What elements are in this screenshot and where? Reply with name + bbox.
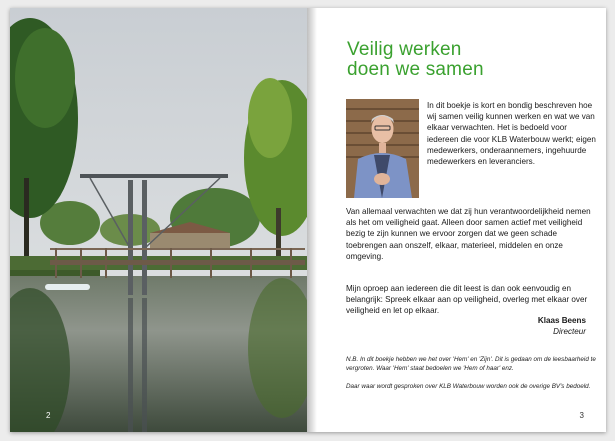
footnote-1: N.B. In dit boekje hebben we het over 'Hem' en 'Zijn'. Dit is gedaan om de leesbaarheid te vergroten. Waar 'Hem' staat bedoelen we 'Hem of haar' enz.	[346, 356, 596, 372]
title-line-1: Veilig werken	[347, 39, 462, 60]
left-page	[10, 8, 307, 432]
body-paragraph-3: Mijn oproep aan iedereen die dit leest is dan ook eenvoudig en belangrijk: Spreek elkaar aan op veiligheid, overleg met elkaar over veiligheid en let op elkaar.	[346, 284, 588, 316]
booklet-spread	[10, 8, 606, 432]
director-portrait-photo	[346, 99, 419, 198]
footnote-2: Daar waar wordt gesproken over KLB Waterbouw worden ook de overige BV's bedoeld.	[346, 383, 591, 390]
signature-role: Directeur	[553, 327, 586, 336]
drawbridge-over-canal-photo	[10, 8, 307, 432]
page-title	[347, 40, 484, 80]
signature-name: Klaas Beens	[537, 316, 586, 325]
signature-block	[538, 315, 586, 337]
intro-text: In dit boekje is kort en bondig beschreven hoe wij samen veilig kunnen werken en wat we van elkaar verwachten. Het is bedoeld voor iedereen die voor KLB Waterbouw werkt; eigen medewerkers, onderaannemers, ingehuurde medewerkers en leveranciers.	[427, 101, 596, 167]
right-page	[307, 8, 606, 432]
page-number-left: 2	[46, 411, 51, 420]
body-paragraph-2: Van allemaal verwachten we dat zij hun verantwoordelijkheid nemen als het om veiligheid gaat. Alleen door samen actief met veiligheid bezig te zijn kunnen we ervoor zorgen dat we geen schade toebrengen aan onszelf, elkaar, materieel, middelen en onze omgeving.	[346, 207, 591, 261]
page-number-right: 3	[579, 411, 584, 420]
title-line-2: doen we samen	[347, 59, 484, 80]
